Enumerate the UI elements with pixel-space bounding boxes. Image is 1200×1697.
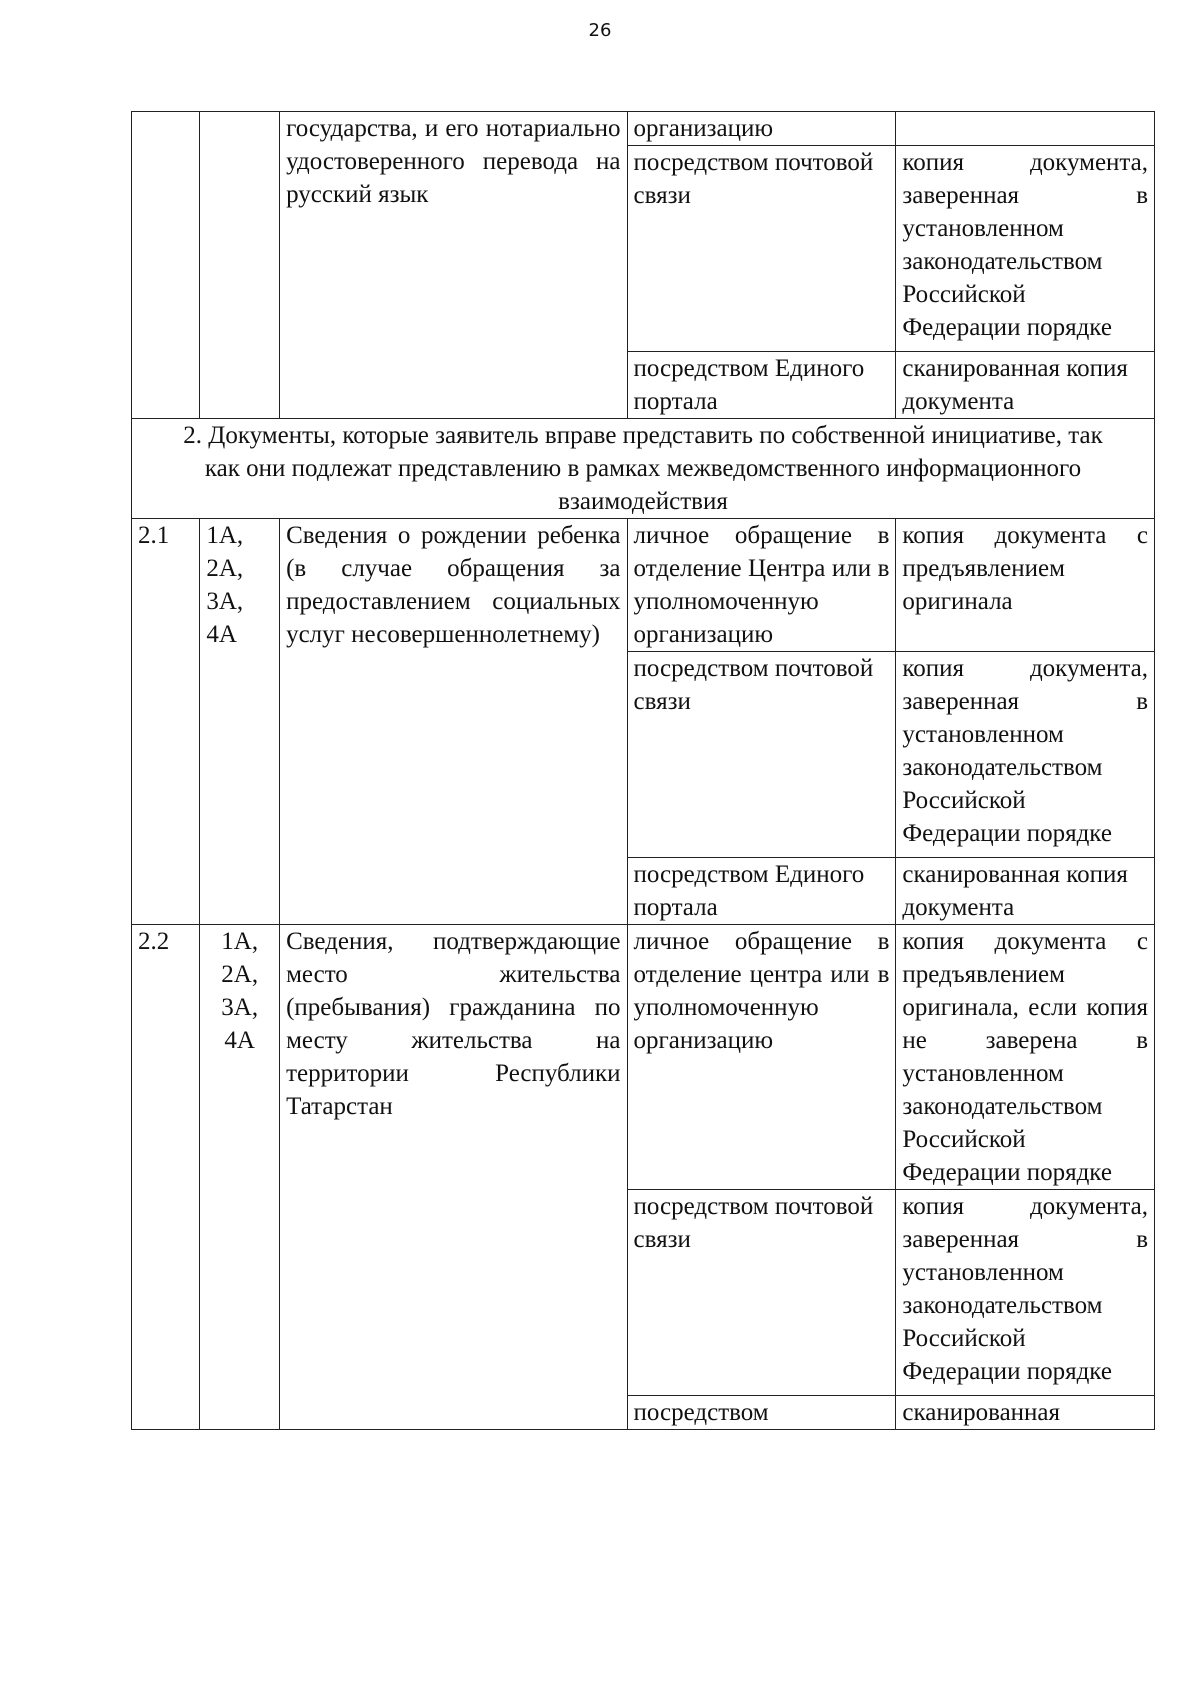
item-number-cell: 2.1 [132,519,200,925]
section-title: 2. Документы, которые заявитель вправе представить по собственной инициативе, так как они подлежат представлению в рамках межведомственного информационного взаимодействия [132,419,1155,519]
table-row [132,519,1155,652]
submission-method-cell: личное обращение в отделение Центра или в уполномоченную организацию [627,519,896,652]
submission-method-cell: организацию [627,112,896,146]
submission-method-cell: посредством Единого портала [627,352,896,419]
document-form-cell: копия документа, заверенная в установленном законодательством Российской Федерации порядке [896,1190,1155,1396]
document-form-cell [896,112,1155,146]
category-cell: 1А, 2А, 3А, 4А [200,519,280,925]
document-name-cell: Сведения о рождении ребенка (в случае обращения за предоставлением социальных услуг несовершеннолетнему) [280,519,627,925]
section-header-row [132,419,1155,519]
page-number: 26 [588,20,612,41]
submission-method-cell: личное обращение в отделение центра или в уполномоченную организацию [627,925,896,1190]
documents-table [131,111,1155,1430]
document-name-cell: государства, и его нотариально удостоверенного перевода на русский язык [280,112,627,419]
document-name-cell: Сведения, подтверждающие место жительства (пребывания) гражданина по месту жительства на территории Республики Татарстан [280,925,627,1430]
table-row [132,112,1155,146]
document-form-cell: копия документа, заверенная в установленном законодательством Российской Федерации порядке [896,146,1155,352]
document-form-cell: сканированная копия документа [896,352,1155,419]
submission-method-cell: посредством Единого портала [627,858,896,925]
document-form-cell: сканированная копия документа [896,858,1155,925]
item-number-cell [132,112,200,419]
submission-method-cell: посредством почтовой связи [627,652,896,858]
submission-method-cell: посредством почтовой связи [627,146,896,352]
submission-method-cell: посредством [627,1396,896,1430]
category-cell [200,112,280,419]
submission-method-cell: посредством почтовой связи [627,1190,896,1396]
document-form-cell: копия документа с предъявлением оригинала [896,519,1155,652]
table-row [132,925,1155,1190]
document-form-cell: копия документа с предъявлением оригинала, если копия не заверена в установленном законодательством Российской Федерации порядке [896,925,1155,1190]
document-form-cell: сканированная [896,1396,1155,1430]
document-form-cell: копия документа, заверенная в установленном законодательством Российской Федерации порядке [896,652,1155,858]
category-cell: 1А, 2А, 3А, 4А [200,925,280,1430]
item-number-cell: 2.2 [132,925,200,1430]
